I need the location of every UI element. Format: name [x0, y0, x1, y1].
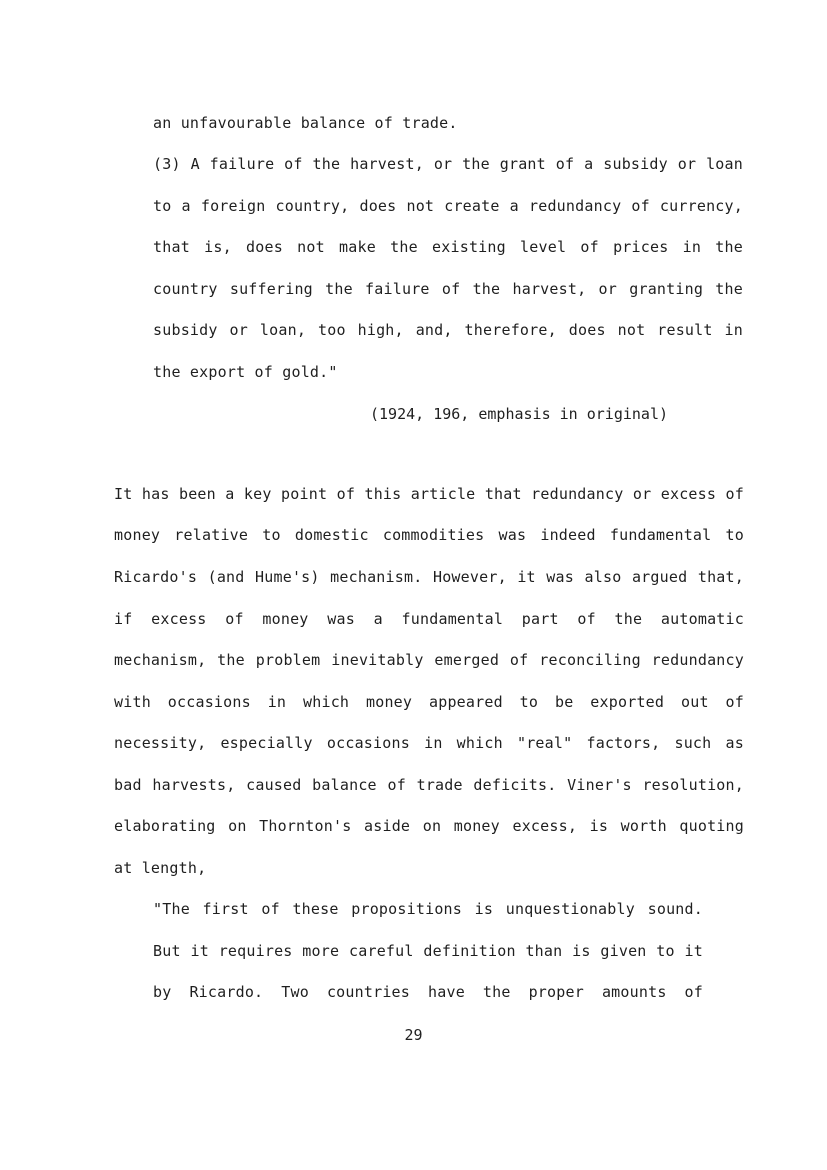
- paragraph-line: money relative to domestic commodities was indeed fundamental to: [114, 526, 744, 544]
- paragraph-line: mechanism, the problem inevitably emerged of reconciling redundancy: [114, 651, 744, 669]
- paragraph-line: necessity, especially occasions in which "real" factors, such as: [114, 734, 744, 752]
- paragraph-line: Ricardo's (and Hume's) mechanism. However, it was also argued that,: [114, 568, 744, 586]
- page-number: 29: [404, 1026, 423, 1044]
- citation: (1924, 196, emphasis in original): [370, 405, 669, 423]
- paragraph-line: with occasions in which money appeared to be exported out of: [114, 693, 744, 711]
- quote-line: "The first of these propositions is unquestionably sound.: [153, 900, 703, 918]
- quote-line: (3) A failure of the harvest, or the grant of a subsidy or loan: [153, 155, 743, 173]
- quote-line: by Ricardo. Two countries have the proper amounts of: [153, 983, 703, 1001]
- quote-line: subsidy or loan, too high, and, therefore, does not result in: [153, 321, 743, 339]
- quote-line: country suffering the failure of the harvest, or granting the: [153, 280, 743, 298]
- quote-line: that is, does not make the existing level of prices in the: [153, 238, 743, 256]
- quote-line: But it requires more careful definition than is given to it: [153, 942, 703, 960]
- paragraph-line: at length,: [114, 859, 207, 877]
- paragraph-line: bad harvests, caused balance of trade deficits. Viner's resolution,: [114, 776, 744, 794]
- quote-line: the export of gold.": [153, 363, 338, 381]
- paragraph-line: elaborating on Thornton's aside on money excess, is worth quoting: [114, 817, 744, 835]
- quote-line: an unfavourable balance of trade.: [153, 114, 458, 132]
- quote-line: to a foreign country, does not create a redundancy of currency,: [153, 197, 743, 215]
- paragraph-line: if excess of money was a fundamental part of the automatic: [114, 610, 744, 628]
- paragraph-line: It has been a key point of this article that redundancy or excess of: [114, 485, 744, 503]
